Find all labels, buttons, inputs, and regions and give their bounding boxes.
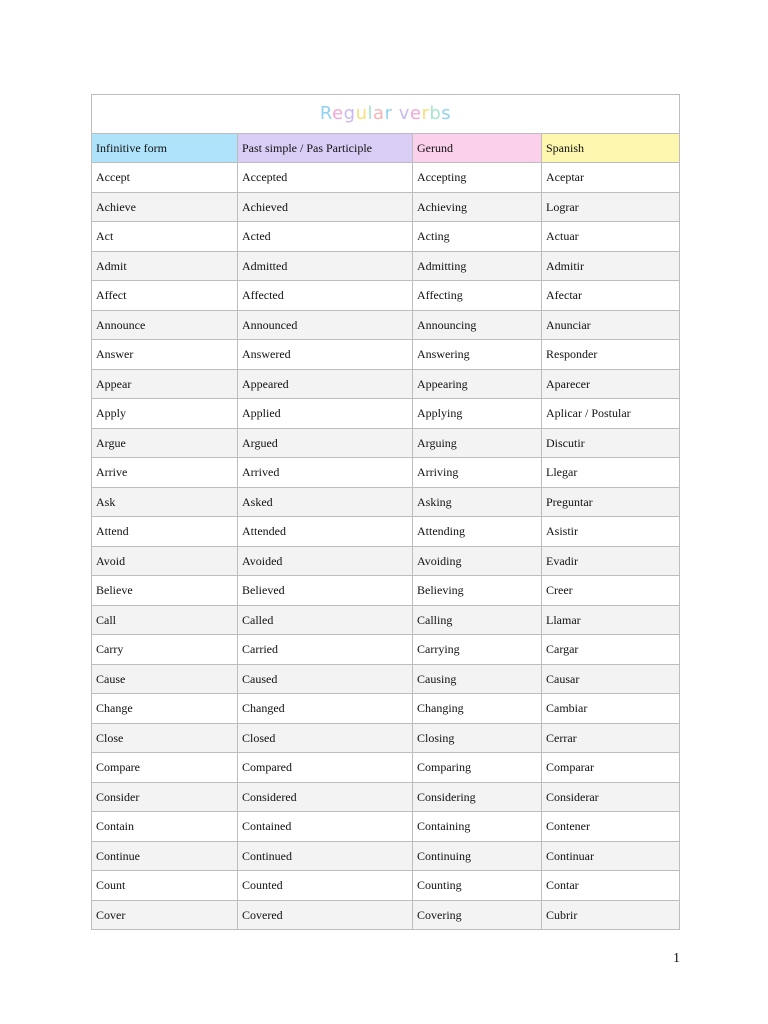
cell-gerund: Arguing: [413, 428, 542, 458]
cell-infinitive: Answer: [92, 340, 238, 370]
cell-infinitive: Contain: [92, 812, 238, 842]
header-infinitive-form: Infinitive form: [92, 134, 238, 163]
title-letter: s: [441, 103, 452, 124]
cell-past-participle: Caused: [238, 664, 413, 694]
cell-infinitive: Cover: [92, 900, 238, 930]
cell-past-participle: Answered: [238, 340, 413, 370]
cell-spanish: Afectar: [542, 281, 680, 311]
title-letter: b: [429, 103, 442, 124]
table-title-row: [92, 95, 680, 134]
cell-gerund: Asking: [413, 487, 542, 517]
title-letter: r: [384, 103, 393, 124]
cell-gerund: Acting: [413, 222, 542, 252]
title-letter: g: [343, 103, 356, 124]
cell-gerund: Avoiding: [413, 546, 542, 576]
cell-past-participle: Changed: [238, 694, 413, 724]
cell-infinitive: Believe: [92, 576, 238, 606]
header-gerund: Gerund: [413, 134, 542, 163]
cell-past-participle: Appeared: [238, 369, 413, 399]
cell-spanish: Responder: [542, 340, 680, 370]
cell-past-participle: Believed: [238, 576, 413, 606]
cell-spanish: Cambiar: [542, 694, 680, 724]
cell-gerund: Counting: [413, 871, 542, 901]
cell-gerund: Believing: [413, 576, 542, 606]
cell-infinitive: Arrive: [92, 458, 238, 488]
table-row: [92, 723, 680, 753]
cell-spanish: Considerar: [542, 782, 680, 812]
cell-spanish: Preguntar: [542, 487, 680, 517]
cell-spanish: Asistir: [542, 517, 680, 547]
cell-past-participle: Attended: [238, 517, 413, 547]
title-letter: r: [421, 103, 430, 124]
table-row: [92, 753, 680, 783]
cell-gerund: Carrying: [413, 635, 542, 665]
cell-infinitive: Act: [92, 222, 238, 252]
cell-infinitive: Announce: [92, 310, 238, 340]
cell-infinitive: Argue: [92, 428, 238, 458]
title-letter: R: [319, 103, 333, 124]
cell-spanish: Cubrir: [542, 900, 680, 930]
cell-infinitive: Compare: [92, 753, 238, 783]
title-letter: v: [398, 103, 410, 124]
header-past-participle: Past simple / Pas Participle: [238, 134, 413, 163]
cell-infinitive: Avoid: [92, 546, 238, 576]
cell-infinitive: Count: [92, 871, 238, 901]
cell-gerund: Announcing: [413, 310, 542, 340]
cell-spanish: Llegar: [542, 458, 680, 488]
cell-gerund: Causing: [413, 664, 542, 694]
cell-infinitive: Ask: [92, 487, 238, 517]
title-letter: e: [332, 103, 344, 124]
cell-spanish: Discutir: [542, 428, 680, 458]
cell-spanish: Cerrar: [542, 723, 680, 753]
cell-gerund: Accepting: [413, 163, 542, 193]
cell-gerund: Closing: [413, 723, 542, 753]
cell-spanish: Actuar: [542, 222, 680, 252]
table-row: [92, 163, 680, 193]
table-row: [92, 517, 680, 547]
cell-spanish: Aplicar / Postular: [542, 399, 680, 429]
cell-gerund: Appearing: [413, 369, 542, 399]
cell-past-participle: Compared: [238, 753, 413, 783]
cell-gerund: Changing: [413, 694, 542, 724]
cell-spanish: Admitir: [542, 251, 680, 281]
cell-infinitive: Consider: [92, 782, 238, 812]
cell-past-participle: Achieved: [238, 192, 413, 222]
cell-infinitive: Affect: [92, 281, 238, 311]
cell-spanish: Contener: [542, 812, 680, 842]
page-number: 1: [673, 951, 680, 966]
title-letter: a: [373, 103, 385, 124]
cell-spanish: Cargar: [542, 635, 680, 665]
table-row: [92, 428, 680, 458]
cell-gerund: Affecting: [413, 281, 542, 311]
cell-past-participle: Continued: [238, 841, 413, 871]
table-row: [92, 664, 680, 694]
cell-past-participle: Acted: [238, 222, 413, 252]
cell-past-participle: Called: [238, 605, 413, 635]
table-row: [92, 487, 680, 517]
cell-past-participle: Closed: [238, 723, 413, 753]
cell-gerund: Admitting: [413, 251, 542, 281]
cell-gerund: Calling: [413, 605, 542, 635]
table-row: [92, 251, 680, 281]
title-letter: e: [409, 103, 422, 124]
table-row: [92, 605, 680, 635]
cell-spanish: Comparar: [542, 753, 680, 783]
cell-past-participle: Arrived: [238, 458, 413, 488]
cell-spanish: Lograr: [542, 192, 680, 222]
cell-infinitive: Achieve: [92, 192, 238, 222]
cell-gerund: Answering: [413, 340, 542, 370]
cell-past-participle: Avoided: [238, 546, 413, 576]
cell-past-participle: Affected: [238, 281, 413, 311]
table-row: [92, 841, 680, 871]
cell-infinitive: Accept: [92, 163, 238, 193]
cell-gerund: Comparing: [413, 753, 542, 783]
table-row: [92, 310, 680, 340]
cell-infinitive: Carry: [92, 635, 238, 665]
cell-gerund: Considering: [413, 782, 542, 812]
cell-infinitive: Close: [92, 723, 238, 753]
cell-past-participle: Accepted: [238, 163, 413, 193]
cell-gerund: Covering: [413, 900, 542, 930]
table-title: [92, 95, 680, 134]
cell-spanish: Continuar: [542, 841, 680, 871]
cell-past-participle: Argued: [238, 428, 413, 458]
cell-past-participle: Considered: [238, 782, 413, 812]
cell-past-participle: Admitted: [238, 251, 413, 281]
cell-infinitive: Apply: [92, 399, 238, 429]
table-row: [92, 222, 680, 252]
table-row: [92, 871, 680, 901]
cell-infinitive: Change: [92, 694, 238, 724]
table-header-row: [92, 134, 680, 163]
table-row: [92, 694, 680, 724]
cell-gerund: Attending: [413, 517, 542, 547]
cell-spanish: Aceptar: [542, 163, 680, 193]
table-row: [92, 782, 680, 812]
cell-spanish: Aparecer: [542, 369, 680, 399]
table-row: [92, 281, 680, 311]
cell-infinitive: Appear: [92, 369, 238, 399]
cell-past-participle: Carried: [238, 635, 413, 665]
cell-past-participle: Counted: [238, 871, 413, 901]
cell-past-participle: Contained: [238, 812, 413, 842]
cell-infinitive: Attend: [92, 517, 238, 547]
cell-gerund: Continuing: [413, 841, 542, 871]
table-row: [92, 546, 680, 576]
table-row: [92, 576, 680, 606]
cell-infinitive: Admit: [92, 251, 238, 281]
title-letter: l: [367, 103, 374, 124]
cell-infinitive: Call: [92, 605, 238, 635]
table-row: [92, 635, 680, 665]
cell-past-participle: Covered: [238, 900, 413, 930]
title-letter: u: [355, 103, 368, 124]
cell-past-participle: Asked: [238, 487, 413, 517]
table-row: [92, 340, 680, 370]
cell-spanish: Causar: [542, 664, 680, 694]
table-row: [92, 900, 680, 930]
table-row: [92, 192, 680, 222]
cell-gerund: Achieving: [413, 192, 542, 222]
cell-past-participle: Applied: [238, 399, 413, 429]
cell-spanish: Evadir: [542, 546, 680, 576]
regular-verbs-table: [91, 94, 680, 930]
table-row: [92, 399, 680, 429]
table-row: [92, 458, 680, 488]
cell-infinitive: Cause: [92, 664, 238, 694]
cell-gerund: Applying: [413, 399, 542, 429]
cell-spanish: Creer: [542, 576, 680, 606]
cell-gerund: Arriving: [413, 458, 542, 488]
table-row: [92, 369, 680, 399]
cell-spanish: Anunciar: [542, 310, 680, 340]
cell-spanish: Llamar: [542, 605, 680, 635]
header-spanish: Spanish: [542, 134, 680, 163]
table-body: [92, 163, 680, 930]
table-row: [92, 812, 680, 842]
cell-infinitive: Continue: [92, 841, 238, 871]
cell-spanish: Contar: [542, 871, 680, 901]
cell-past-participle: Announced: [238, 310, 413, 340]
cell-gerund: Containing: [413, 812, 542, 842]
